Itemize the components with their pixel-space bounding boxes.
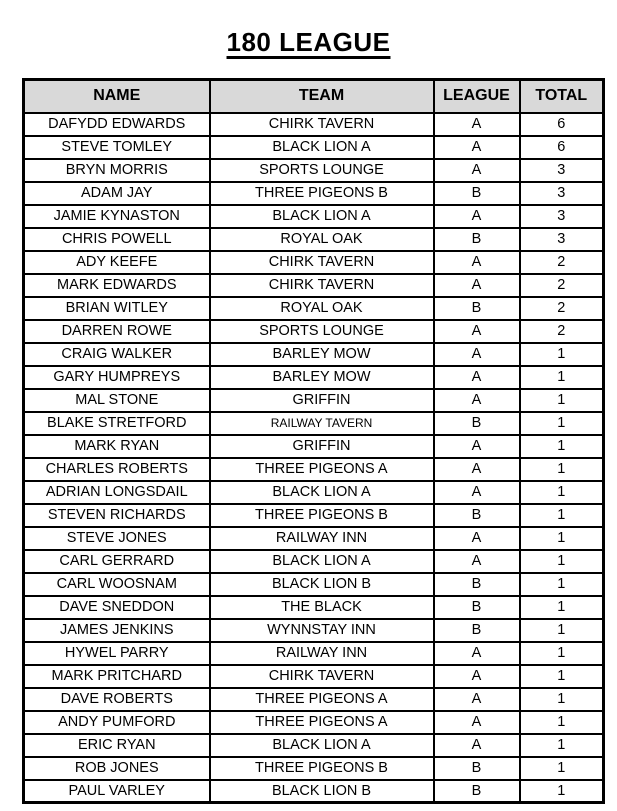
cell-league: B	[434, 297, 520, 320]
cell-team: BLACK LION A	[210, 136, 434, 159]
cell-team: THREE PIGEONS A	[210, 458, 434, 481]
cell-name: MAL STONE	[24, 389, 210, 412]
cell-league: A	[434, 274, 520, 297]
table-row	[24, 412, 604, 435]
table-row	[24, 596, 604, 619]
cell-league: A	[434, 688, 520, 711]
cell-total: 1	[520, 389, 604, 412]
cell-total: 1	[520, 780, 604, 803]
cell-total: 1	[520, 527, 604, 550]
cell-total: 1	[520, 734, 604, 757]
table-row	[24, 711, 604, 734]
table-row	[24, 366, 604, 389]
cell-name: DAVE ROBERTS	[24, 688, 210, 711]
cell-total: 6	[520, 136, 604, 159]
header-cell-total: TOTAL	[520, 80, 604, 113]
cell-total: 6	[520, 113, 604, 136]
table-row	[24, 228, 604, 251]
cell-total: 1	[520, 688, 604, 711]
cell-name: CHARLES ROBERTS	[24, 458, 210, 481]
cell-total: 1	[520, 711, 604, 734]
cell-total: 1	[520, 596, 604, 619]
cell-total: 1	[520, 642, 604, 665]
cell-league: A	[434, 711, 520, 734]
cell-name: ROB JONES	[24, 757, 210, 780]
table-row	[24, 159, 604, 182]
table-row	[24, 113, 604, 136]
table-row	[24, 573, 604, 596]
cell-total: 2	[520, 251, 604, 274]
cell-total: 1	[520, 619, 604, 642]
table-row	[24, 757, 604, 780]
cell-team: RAILWAY INN	[210, 642, 434, 665]
cell-name: DAFYDD EDWARDS	[24, 113, 210, 136]
cell-league: A	[434, 527, 520, 550]
cell-league: A	[434, 320, 520, 343]
cell-team: SPORTS LOUNGE	[210, 159, 434, 182]
table-row	[24, 665, 604, 688]
cell-total: 1	[520, 550, 604, 573]
cell-team: ROYAL OAK	[210, 228, 434, 251]
cell-team: BLACK LION A	[210, 481, 434, 504]
table-row	[24, 274, 604, 297]
cell-league: B	[434, 228, 520, 251]
table-row	[24, 389, 604, 412]
cell-league: A	[434, 389, 520, 412]
cell-team: BARLEY MOW	[210, 366, 434, 389]
cell-league: B	[434, 596, 520, 619]
cell-total: 1	[520, 573, 604, 596]
cell-league: B	[434, 619, 520, 642]
cell-total: 1	[520, 757, 604, 780]
cell-name: ADY KEEFE	[24, 251, 210, 274]
cell-league: A	[434, 113, 520, 136]
cell-name: JAMES JENKINS	[24, 619, 210, 642]
header-cell-league: LEAGUE	[434, 80, 520, 113]
cell-league: A	[434, 481, 520, 504]
cell-name: ADAM JAY	[24, 182, 210, 205]
cell-league: B	[434, 412, 520, 435]
cell-name: DARREN ROWE	[24, 320, 210, 343]
table-row	[24, 297, 604, 320]
cell-team: BLACK LION A	[210, 550, 434, 573]
cell-total: 2	[520, 297, 604, 320]
cell-league: A	[434, 550, 520, 573]
cell-total: 2	[520, 274, 604, 297]
cell-team: SPORTS LOUNGE	[210, 320, 434, 343]
cell-total: 1	[520, 665, 604, 688]
cell-name: CRAIG WALKER	[24, 343, 210, 366]
cell-name: CARL GERRARD	[24, 550, 210, 573]
cell-name: JAMIE KYNASTON	[24, 205, 210, 228]
cell-team: WYNNSTAY INN	[210, 619, 434, 642]
cell-league: A	[434, 458, 520, 481]
cell-name: MARK EDWARDS	[24, 274, 210, 297]
table-row	[24, 481, 604, 504]
table-row	[24, 182, 604, 205]
cell-league: A	[434, 251, 520, 274]
cell-total: 3	[520, 228, 604, 251]
cell-team: CHIRK TAVERN	[210, 665, 434, 688]
cell-team: BLACK LION B	[210, 780, 434, 803]
cell-league: B	[434, 182, 520, 205]
cell-league: A	[434, 159, 520, 182]
cell-name: HYWEL PARRY	[24, 642, 210, 665]
cell-total: 2	[520, 320, 604, 343]
cell-total: 1	[520, 412, 604, 435]
cell-league: A	[434, 435, 520, 458]
cell-team: GRIFFIN	[210, 389, 434, 412]
table-row	[24, 527, 604, 550]
cell-team: BARLEY MOW	[210, 343, 434, 366]
cell-total: 3	[520, 182, 604, 205]
cell-name: STEVE JONES	[24, 527, 210, 550]
cell-team: BLACK LION A	[210, 734, 434, 757]
cell-total: 3	[520, 205, 604, 228]
cell-league: A	[434, 136, 520, 159]
table-body	[24, 113, 604, 803]
cell-name: PAUL VARLEY	[24, 780, 210, 803]
table-row	[24, 504, 604, 527]
cell-team: CHIRK TAVERN	[210, 251, 434, 274]
cell-league: A	[434, 205, 520, 228]
table-row	[24, 458, 604, 481]
cell-team: THREE PIGEONS B	[210, 504, 434, 527]
cell-total: 3	[520, 159, 604, 182]
table-row	[24, 435, 604, 458]
cell-name: DAVE SNEDDON	[24, 596, 210, 619]
cell-team: CHIRK TAVERN	[210, 274, 434, 297]
cell-team: BLACK LION B	[210, 573, 434, 596]
league-table	[22, 78, 605, 804]
cell-total: 1	[520, 504, 604, 527]
table-row	[24, 320, 604, 343]
cell-league: A	[434, 343, 520, 366]
table-row	[24, 734, 604, 757]
cell-name: STEVE TOMLEY	[24, 136, 210, 159]
cell-total: 1	[520, 435, 604, 458]
cell-name: CHRIS POWELL	[24, 228, 210, 251]
cell-name: MARK RYAN	[24, 435, 210, 458]
table-row	[24, 550, 604, 573]
cell-team: CHIRK TAVERN	[210, 113, 434, 136]
cell-team: THREE PIGEONS B	[210, 757, 434, 780]
table-row	[24, 780, 604, 803]
cell-name: ADRIAN LONGSDAIL	[24, 481, 210, 504]
cell-name: BRIAN WITLEY	[24, 297, 210, 320]
cell-name: ANDY PUMFORD	[24, 711, 210, 734]
table-row	[24, 251, 604, 274]
cell-name: MARK PRITCHARD	[24, 665, 210, 688]
header-cell-team: TEAM	[210, 80, 434, 113]
cell-team: THREE PIGEONS A	[210, 688, 434, 711]
cell-league: B	[434, 757, 520, 780]
cell-league: B	[434, 573, 520, 596]
cell-team: THE BLACK	[210, 596, 434, 619]
cell-team: RAILWAY INN	[210, 527, 434, 550]
cell-name: GARY HUMPREYS	[24, 366, 210, 389]
cell-name: BRYN MORRIS	[24, 159, 210, 182]
table-row	[24, 642, 604, 665]
cell-league: A	[434, 734, 520, 757]
cell-total: 1	[520, 343, 604, 366]
header-cell-name: NAME	[24, 80, 210, 113]
cell-total: 1	[520, 458, 604, 481]
cell-league: B	[434, 504, 520, 527]
cell-team: ROYAL OAK	[210, 297, 434, 320]
table-row	[24, 688, 604, 711]
cell-total: 1	[520, 481, 604, 504]
cell-team: THREE PIGEONS B	[210, 182, 434, 205]
cell-league: A	[434, 642, 520, 665]
page-title: 180 LEAGUE	[226, 27, 391, 57]
cell-name: STEVEN RICHARDS	[24, 504, 210, 527]
cell-league: A	[434, 665, 520, 688]
cell-league: B	[434, 780, 520, 803]
cell-team: THREE PIGEONS A	[210, 711, 434, 734]
table-row	[24, 343, 604, 366]
table-header-row	[24, 80, 604, 113]
cell-team: BLACK LION A	[210, 205, 434, 228]
cell-total: 1	[520, 366, 604, 389]
table-row	[24, 619, 604, 642]
cell-team: RAILWAY TAVERN	[210, 412, 434, 435]
cell-team: GRIFFIN	[210, 435, 434, 458]
cell-league: A	[434, 366, 520, 389]
cell-name: ERIC RYAN	[24, 734, 210, 757]
table-row	[24, 136, 604, 159]
cell-name: CARL WOOSNAM	[24, 573, 210, 596]
cell-name: BLAKE STRETFORD	[24, 412, 210, 435]
table-row	[24, 205, 604, 228]
